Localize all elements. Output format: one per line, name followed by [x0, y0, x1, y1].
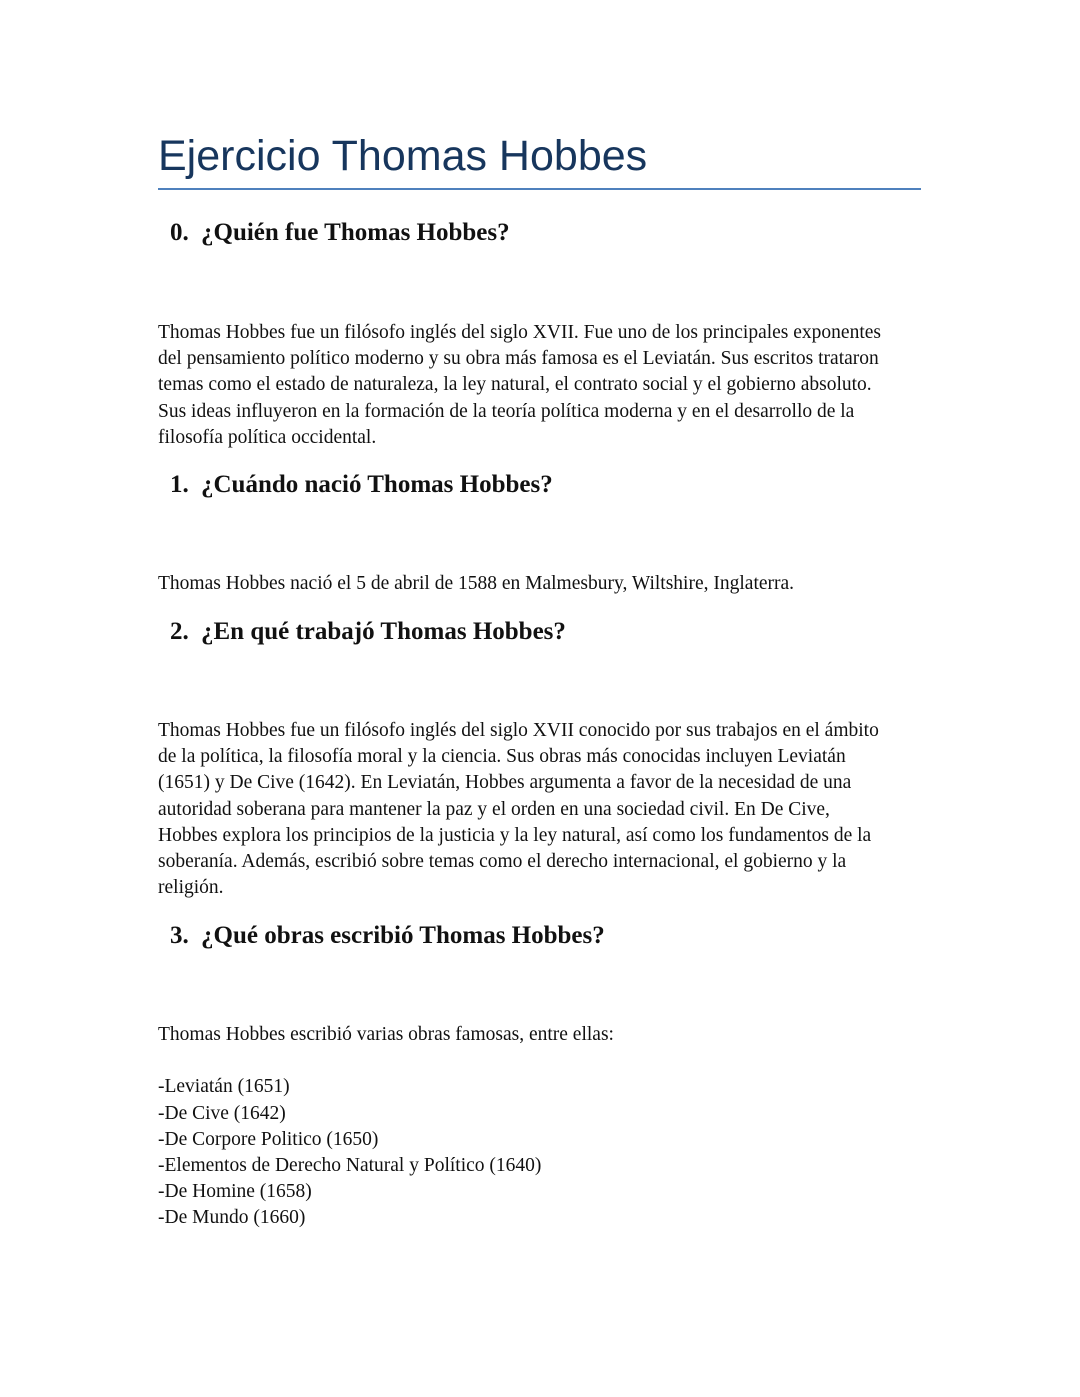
- section-paragraph: [158, 718, 879, 901]
- section-number: 0.: [170, 219, 189, 246]
- section-paragraph: [158, 571, 794, 597]
- section-paragraph: [158, 320, 881, 451]
- text-line: Hobbes explora los principios de la justicia y la ley natural, así como los fundamentos de la: [158, 824, 872, 846]
- section-number: 2.: [170, 618, 189, 645]
- text-line: [158, 1048, 614, 1074]
- document-title: Ejercicio Thomas Hobbes: [158, 132, 648, 180]
- text-line: -De Mundo (1660): [158, 1207, 306, 1229]
- text-line: -De Corpore Politico (1650): [158, 1128, 379, 1150]
- section-number: 1.: [170, 471, 189, 498]
- text-line: -De Cive (1642): [158, 1102, 286, 1124]
- title-underline: [158, 188, 921, 190]
- text-line: autoridad soberana para mantener la paz y el orden en una sociedad civil. En De Cive,: [158, 798, 830, 820]
- text-line: filosofía política occidental.: [158, 426, 377, 448]
- section-heading: [170, 617, 566, 647]
- text-line: Thomas Hobbes nació el 5 de abril de 1588 en Malmesbury, Wiltshire, Inglaterra.: [158, 573, 795, 594]
- text-line: (1651) y De Cive (1642). En Leviatán, Hobbes argumenta a favor de la necesidad de una: [158, 772, 852, 794]
- text-line: temas como el estado de naturaleza, la ley natural, el contrato social y el gobierno absoluto.: [158, 374, 872, 396]
- text-line: -Elementos de Derecho Natural y Político (1640): [158, 1155, 542, 1177]
- text-line: Thomas Hobbes escribió varias obras famosas, entre ellas:: [158, 1024, 614, 1045]
- text-line: Thomas Hobbes fue un filósofo inglés del siglo XVII conocido por sus trabajos en el ámbito: [158, 720, 879, 741]
- section-heading-text: ¿Quién fue Thomas Hobbes?: [201, 219, 510, 246]
- text-line: -De Homine (1658): [158, 1181, 312, 1203]
- text-line: soberanía. Además, escribió sobre temas como el derecho internacional, el gobierno y la: [158, 851, 847, 873]
- text-line: -Leviatán (1651): [158, 1076, 290, 1098]
- text-line: Sus ideas influyeron en la formación de la teoría política moderna y en el desarrollo de la: [158, 400, 855, 422]
- text-line: del pensamiento político moderno y su obra más famosa es el Leviatán. Sus escritos trataron: [158, 348, 879, 370]
- section-number: 3.: [170, 922, 189, 949]
- text-line: de la política, la filosofía moral y la ciencia. Sus obras más conocidas incluyen Leviatán: [158, 746, 846, 768]
- text-line: religión.: [158, 877, 224, 899]
- section-heading: [170, 218, 510, 248]
- section-heading-text: ¿En qué trabajó Thomas Hobbes?: [201, 618, 566, 645]
- section-heading: [170, 470, 553, 500]
- section-heading-text: ¿Qué obras escribió Thomas Hobbes?: [201, 922, 605, 949]
- text-line: Thomas Hobbes fue un filósofo inglés del siglo XVII. Fue uno de los principales exponentes: [158, 322, 881, 343]
- section-heading: [170, 921, 605, 951]
- section-heading-text: ¿Cuándo nació Thomas Hobbes?: [201, 471, 553, 498]
- section-paragraph: [158, 1022, 614, 1232]
